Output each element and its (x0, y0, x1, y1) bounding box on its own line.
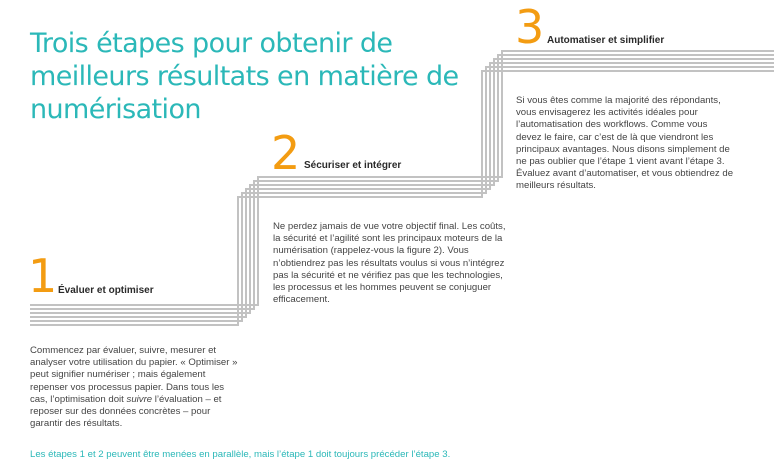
page-title: Trois étapes pour obtenir de meilleurs résultats en matière de numérisation (30, 28, 459, 125)
step-1-emphasis: suivre (126, 393, 153, 405)
step-3-label: Automatiser et simplifier (547, 35, 665, 46)
step-1-number: 1 (28, 249, 58, 303)
step-2-text: Ne perdez jamais de vue votre objectif final. Les coûts, la sécurité et l’agilité sont les principaux moteurs de la numérisation (rappelez-vous la figure 2). Vous n’obtiendrez pas les résultats voulus si vous n’intégrez pas la sécurité et ne vérifiez pas que les technologies, les processus et les hommes peuvent se conjuguer efficacement. (273, 221, 506, 306)
step-1-label: Évaluer et optimiser (58, 285, 154, 296)
step-1-text: Commencez par évaluer, suivre, mesurer et analyser votre utilisation du papier. « Optimiser » peut signifier numériser ; mais également repenser vos processus papier. Dans tous les cas, l’optimisation doit suivre l’évaluation – et reposer sur des données concrètes – pour garantir des résultats. (30, 345, 238, 430)
step-3-text: Si vous êtes comme la majorité des répondants, vous envisagerez les activités idéales pour l’automatisation des workflows. Comme vous devez le faire, car c’est de là que viendront les principaux avantages. Nous disons simplement de ne pas oublier que l’étape 1 vient avant l’étape 3. Évaluez avant d’automatiser, et vous obtiendrez de meilleurs résultats. (516, 95, 734, 192)
footnote: Les étapes 1 et 2 peuvent être menées en parallèle, mais l’étape 1 doit toujours précéder l’étape 3. (30, 449, 451, 460)
step-2-number: 2 (271, 126, 301, 180)
step-2-label: Sécuriser et intégrer (304, 160, 402, 171)
step-3-number: 3 (515, 0, 545, 54)
